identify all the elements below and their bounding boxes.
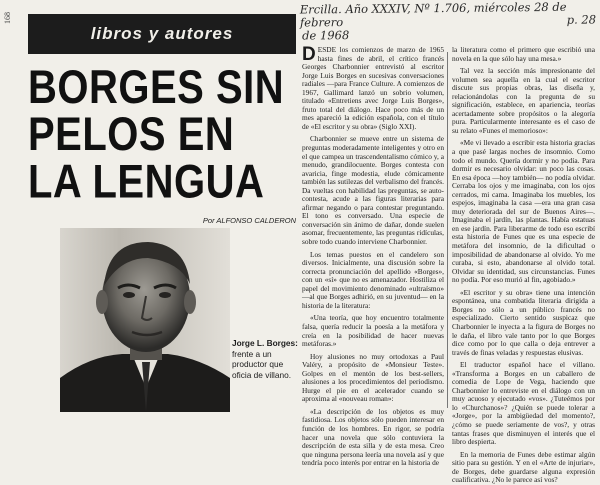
- handwritten-note-line2: de 1968: [302, 28, 350, 43]
- column-1-paragraph: Los temas puestos en el candelero son diversos. Inicialmente, una discusión sobre la correcta pronunciación del apellido «Borges», con un «sí» que no es amenazador. Hostiliza el papel del movimiento denominado «ultraísmo» —al que Borges adhirió, en su juventud— en la historia de la literatura:: [302, 249, 444, 310]
- drop-cap: D: [302, 44, 316, 65]
- headline-line-3: LA LENGUA: [28, 156, 265, 208]
- column-1-paragraph-1-text: ESDE los comienzos de marzo de 1965 hasta fines de abril, el crítico francés Georges Charbonnier entrevistó al escritor Jorge Luis Borges en sucesivas conversaciones radiales —para France Culture. A comienzos de 1967, Gallimard lanzó un sobrio volumen, titulado «Entretiens avec Jorge Luis Borges», fruto total del diálogo. Hace poco más de un mes apareció la edición española, con el título de «El escritor y su obra» (Siglo XXI).: [302, 45, 444, 131]
- article-column-2: [452, 45, 595, 485]
- column-1-paragraph: «Una teoría, que hoy encuentro totalmente falsa, quería reducir la poesía a la metáfora y creía en la posibilidad de hacer nuevas metáforas.»: [302, 313, 444, 349]
- column-2-paragraph: «El escritor y su obra» tiene una intención espontánea, una combatida literaria dirigida a Borges no sólo a un público francés no especializado. Cierto sentido suspicaz que Charbonnier le inyecta a la figura de Borges no le daña, el libro vale tanto por lo que Borges dice como por lo que calla o deja entrever a través de finas veladas y respuestas elusivas.: [452, 287, 595, 357]
- column-2-paragraph: Tal vez la sección más impresionante del volumen sea aquella en la cual el escritor discute sus propias obras, las diseña y, relacionándolas con la pregunta de su significación, establece, en apariencia, teorías acertadamente sobre propósitos o la alegoría pura. Particularmente interesante es el caso de su relato «Funes el memorioso»:: [452, 66, 595, 135]
- handwritten-note: [300, 0, 596, 42]
- article-column-1: [302, 44, 444, 468]
- headline-line-2: PELOS EN: [28, 108, 235, 161]
- byline: Por ALFONSO CALDERON: [202, 216, 296, 225]
- page-corner-mark: 168: [3, 12, 12, 24]
- column-1-paragraph: Hoy alusiones no muy ortodoxas a Paul Valéry, a propósito de «Monsieur Teste». Golpes en el mentón de los best-sellers, alusiones a los procedimientos del periodismo. Hurge el pie en el acelerador cuando se aproxima al «nouveau roman»:: [302, 351, 444, 404]
- column-1-paragraph: «La descripción de los objetos es muy fastidiosa. Los objetos sólo pueden interesar en función de los hombres. En rigor, se podría hacer una novela que sólo contuviera la descripción de esta silla y de esta mesa. Creo que ninguna persona leería una novela así y que tendría poco interés por entrar en la historia de: [302, 406, 444, 468]
- section-banner: [28, 14, 296, 54]
- author-portrait-image: [60, 228, 230, 412]
- column-2-paragraph: «Me vi llevado a escribir esta historia gracias a que pasé largas noches de insomnio. Como todo el mundo. Quería dormir y no podía. Para dormir es necesario olvidar: un poco las cosas. En esa época —hoy también— no podía olvidar. Cerraba los ojos y me imaginaba, con los ojos cerrados, mi cama. Imaginaba los muebles, los espejos, imaginaba la casa —era una gran casa muy deteriorada del sur de Buenos Aires—. Imaginaba el jardín, las plantas. Había estatuas en ese jardín. Para liberarme de todo eso escribí esta historia de Funes que es una especie de metáfora del insomnio, de la dificultad o imposibilidad de abandonarse al olvido. Yo me curaba, si esto, abandonarse al olvido total. Olvidar su identidad, sus circunstancias. Funes no podía. Por eso murió al fin, agobiado.»: [452, 138, 595, 285]
- column-2-paragraph: En la memoria de Funes debe estimar algún sitio para su gestión. Y en el «Arte de injuriar», de Borges, debe guardarse alguna expresión cualificativa. ¿No le parece así vos?: [452, 449, 595, 485]
- column-1-paragraph: [302, 46, 444, 131]
- section-banner-label: libros y autores: [90, 24, 234, 43]
- column-divider: [447, 52, 448, 408]
- handwritten-note-line1: Ercilla. Año XXXIV, Nº 1.706, miércoles 28 de febrero: [299, 0, 567, 30]
- caption-text: frente a un productor que oficia de villano.: [232, 348, 292, 380]
- author-photo: [60, 228, 230, 412]
- photo-caption: [232, 338, 298, 380]
- article-headline: [28, 61, 296, 208]
- headline-line-1: BORGES SIN: [28, 61, 285, 114]
- caption-name: Jorge L. Borges:: [232, 338, 298, 348]
- handwritten-page-ref: p. 28: [566, 12, 597, 27]
- column-1-paragraph: Charbonnier se mueve entre un sistema de preguntas moderadamente inteligentes y otro en el que campea un trascendentalismo cómico y, a menudo, grandilocuente. Borges contesta con avaricia, finge modestia, elude cómicamente también las sutilezas del verbalismo del francés. Da vueltas con habilidad las preguntas, se auto-contesta, acude a las figuras literarias para afirmar negando o para contestar preguntando. El tono es conversado. Una especie de conversación sin ánimo de dañar, donde suelen asomar, frecuentemente, las preguntas ridículas, sobre todo cuando interviene Charbonnier.: [302, 134, 444, 247]
- column-2-paragraph: la literatura como el primero que escribió una novela en la que sólo hay una mesa.»: [452, 45, 595, 63]
- column-2-paragraph: El traductor español hace el villano. «Transforma a Borges en un caballero de comedia de Lope de Vega, haciendo que Charbonnier lo entreviste en el diálogo con un muy acuoso y ejecutado «vos». ¿Tuteémos por lo «Churchanos»? ¿Quién se puede tolerar a «Jorge», por la ambigüedad del momento?, ¿cómo se puede seriamente de vos?, y otras tantas frases que disminuyen el interés que el libro despierta.: [452, 360, 595, 447]
